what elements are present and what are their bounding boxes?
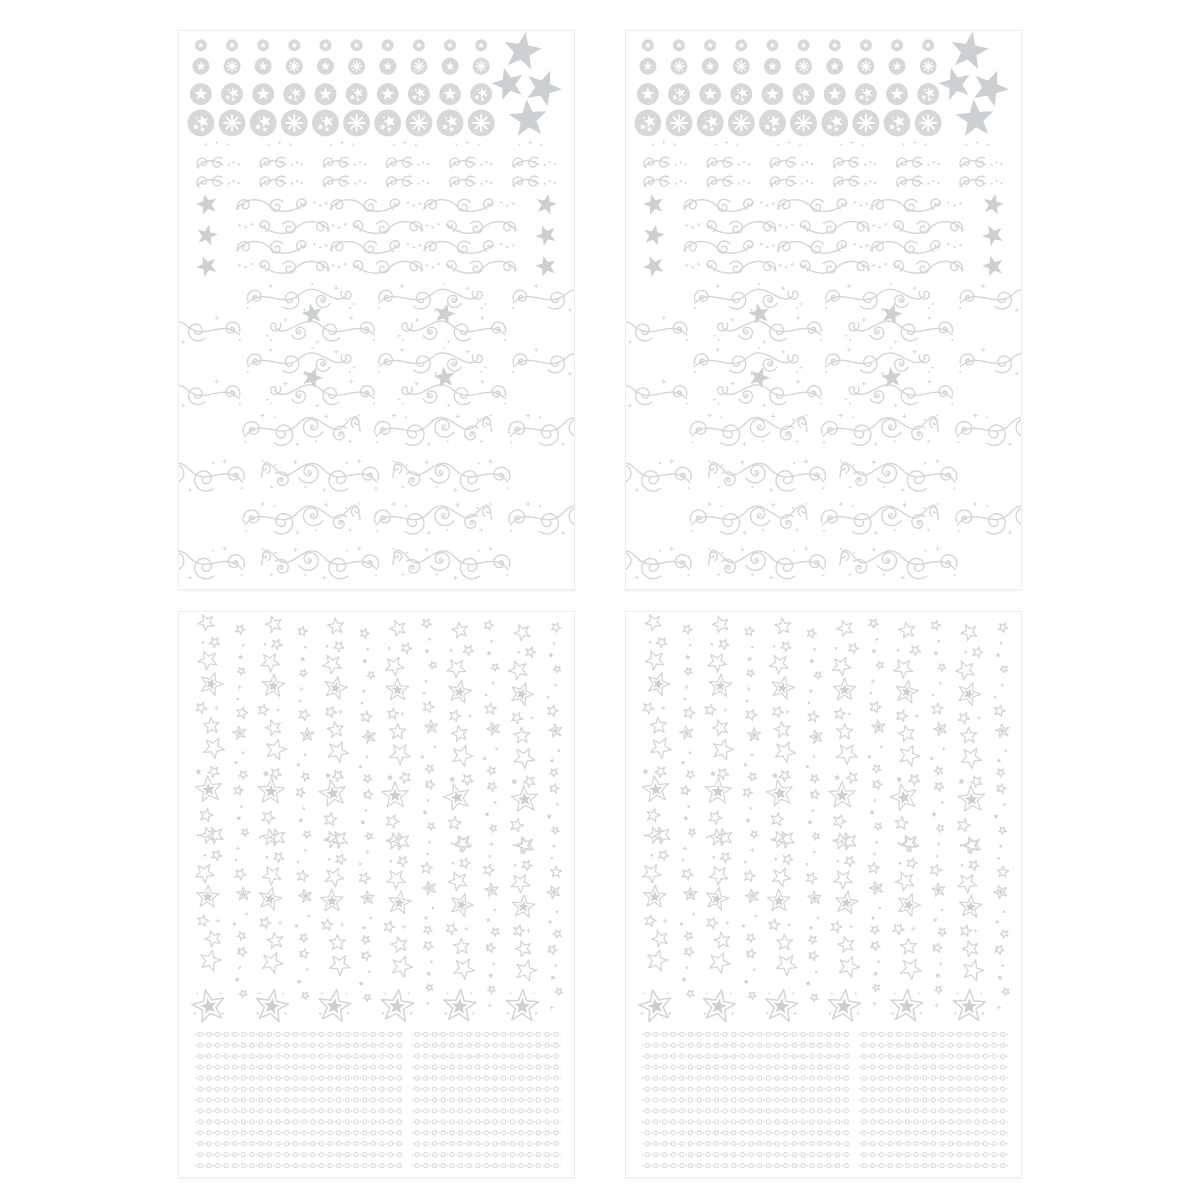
sparkle-row	[651, 140, 991, 147]
dot-string-rows	[642, 1032, 1008, 1168]
small-swirl-rows	[644, 157, 1003, 187]
small-swirl-rows	[197, 157, 556, 187]
sticker-sheet-top-right	[625, 30, 1022, 590]
sparkle-row	[204, 140, 544, 147]
circle-sticker-rows	[187, 39, 494, 136]
ornament-stickers-artwork	[626, 31, 1021, 589]
circle-sticker-rows	[634, 39, 941, 136]
accent-stars	[748, 303, 902, 388]
ornament-stickers-artwork	[179, 31, 574, 589]
star-garland-columns	[195, 615, 562, 1011]
edge-stars	[196, 194, 557, 277]
sticker-sheet-bottom-left	[178, 611, 575, 1178]
large-flourish-grid	[179, 412, 574, 580]
border-flourish-rows	[684, 199, 964, 273]
edge-stars	[643, 194, 1004, 277]
sticker-sheet-top-left	[178, 30, 575, 590]
corner-stars	[938, 32, 1009, 136]
accent-stars	[301, 303, 455, 388]
medium-flourish-grid	[179, 283, 574, 408]
border-flourish-rows	[237, 199, 517, 273]
sticker-sheet-bottom-right	[625, 611, 1022, 1178]
star-garland-stickers-artwork	[626, 612, 1021, 1177]
large-flourish-grid	[626, 412, 1021, 580]
medium-flourish-grid	[626, 283, 1021, 408]
star-garland-columns	[642, 615, 1009, 1011]
star-garland-stickers-artwork	[179, 612, 574, 1177]
dot-string-rows	[195, 1032, 561, 1168]
corner-stars	[491, 32, 562, 136]
